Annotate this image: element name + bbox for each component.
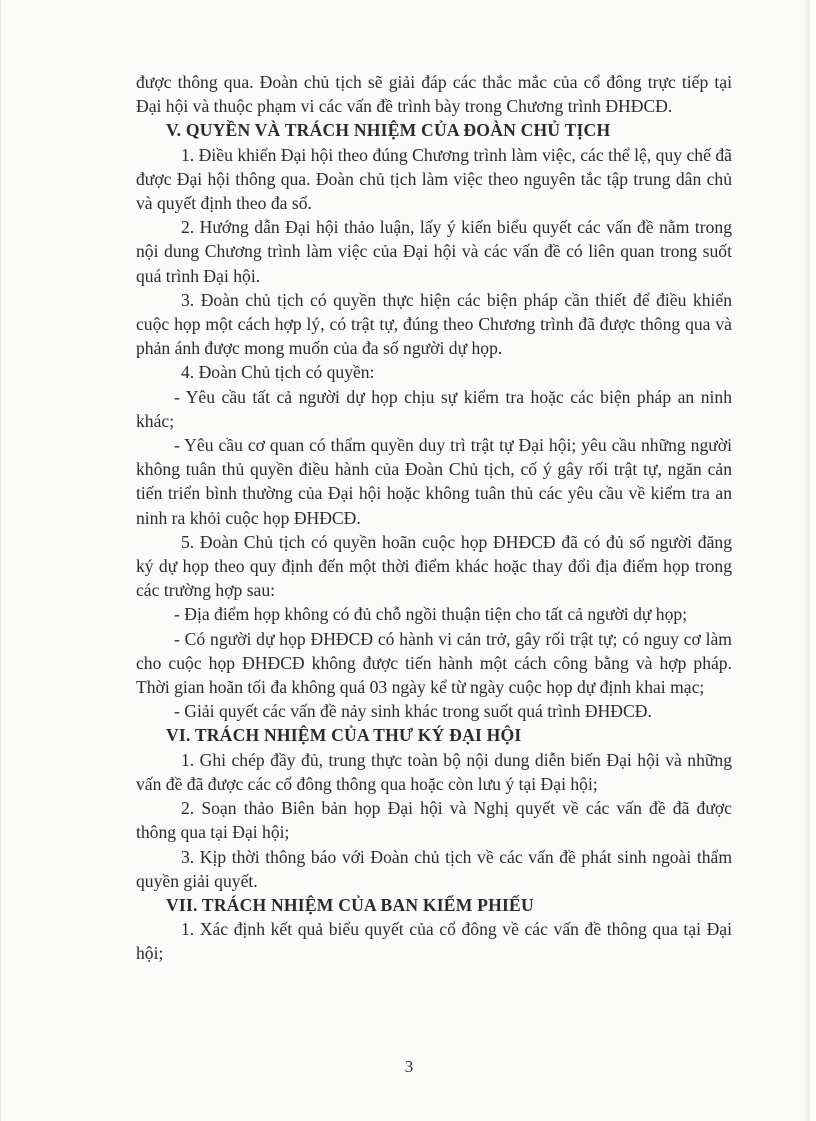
paragraph-vi-1: 1. Ghi chép đầy đủ, trung thực toàn bộ nội dung diễn biến Đại hội và những vấn đề đã được các cổ đông thông qua hoặc còn lưu ý tại Đại hội; <box>136 749 732 794</box>
page-number: 3 <box>404 1057 414 1076</box>
paragraph-v-2: 2. Hướng dẫn Đại hội thảo luận, lấy ý kiến biểu quyết các vấn đề nằm trong nội dung Chương trình làm việc của Đại hội và các vấn đề có liên quan trong suốt quá trình Đại hội. <box>136 217 732 286</box>
scan-edge-shadow <box>802 0 810 1121</box>
list-item-v-4-b: - Yêu cầu cơ quan có thẩm quyền duy trì trật tự Đại hội; yêu cầu những người không tuân thủ quyền điều hành của Đoàn Chủ tịch, cố ý gây rối trật tự, ngăn cản tiến triển bình thường của Đại hội hoặc không tuân thủ các yêu cầu về kiểm tra an ninh ra khỏi cuộc họp ĐHĐCĐ. <box>136 435 732 528</box>
paragraph-vii-1: 1. Xác định kết quả biểu quyết của cổ đông về các vấn đề thông qua tại Đại hội; <box>136 919 732 964</box>
paragraph-vi-3: 3. Kịp thời thông báo với Đoàn chủ tịch về các vấn đề phát sinh ngoài thẩm quyền giải quyết. <box>136 846 732 891</box>
paragraph-v-4: 4. Đoàn Chủ tịch có quyền: <box>181 362 375 383</box>
section-heading-v: V. QUYỀN VÀ TRÁCH NHIỆM CỦA ĐOÀN CHỦ TỊCH <box>166 120 611 141</box>
paragraph-v-5: 5. Đoàn Chủ tịch có quyền hoãn cuộc họp ĐHĐCĐ đã có đủ số người đăng ký dự họp theo quy định đến một thời điểm khác hoặc thay đổi địa điểm họp trong các trường hợp sau: <box>136 531 732 601</box>
list-item-v-5-a: - Địa điểm họp không có đủ chỗ ngồi thuận tiện cho tất cả người dự họp; <box>174 604 688 625</box>
section-heading-vi: VI. TRÁCH NHIỆM CỦA THƯ KÝ ĐẠI HỘI <box>166 725 522 746</box>
list-item-v-5-c: - Giải quyết các vấn đề nảy sinh khác trong suốt quá trình ĐHĐCĐ. <box>174 701 652 722</box>
list-item-v-4-a: - Yêu cầu tất cả người dự họp chịu sự kiểm tra hoặc các biện pháp an ninh khác; <box>136 386 732 431</box>
list-item-v-5-b: - Có người dự họp ĐHĐCĐ có hành vi cản trở, gây rối trật tự; có nguy cơ làm cho cuộc họp ĐHĐCĐ không được tiến hành một cách công bằng và hợp pháp. Thời gian hoãn tối đa không quá 03 ngày kể từ ngày cuộc họp dự định khai mạc; <box>136 628 732 698</box>
paragraph-vi-2: 2. Soạn thảo Biên bản họp Đại hội và Nghị quyết về các vấn đề đã được thông qua tại Đại hội; <box>136 798 732 843</box>
section-heading-vii: VII. TRÁCH NHIỆM CỦA BAN KIỂM PHIẾU <box>166 894 534 915</box>
paragraph-v-3: 3. Đoàn chủ tịch có quyền thực hiện các biện pháp cần thiết để điều khiển cuộc họp một cách hợp lý, có trật tự, đúng theo Chương trình đã được thông qua và phản ánh được mong muốn của đa số người dự họp. <box>136 289 732 359</box>
paragraph-v-1: 1. Điều khiển Đại hội theo đúng Chương trình làm việc, các thể lệ, quy chế đã được Đại hội thông qua. Đoàn chủ tịch làm việc theo nguyên tắc tập trung dân chủ và quyết định theo đa số. <box>136 144 732 214</box>
document-body <box>136 70 732 966</box>
paragraph-intro-continued: được thông qua. Đoàn chủ tịch sẽ giải đáp các thắc mắc của cổ đông trực tiếp tại Đại hội và thuộc phạm vi các vấn đề trình bày trong Chương trình ĐHĐCĐ. <box>136 72 732 117</box>
